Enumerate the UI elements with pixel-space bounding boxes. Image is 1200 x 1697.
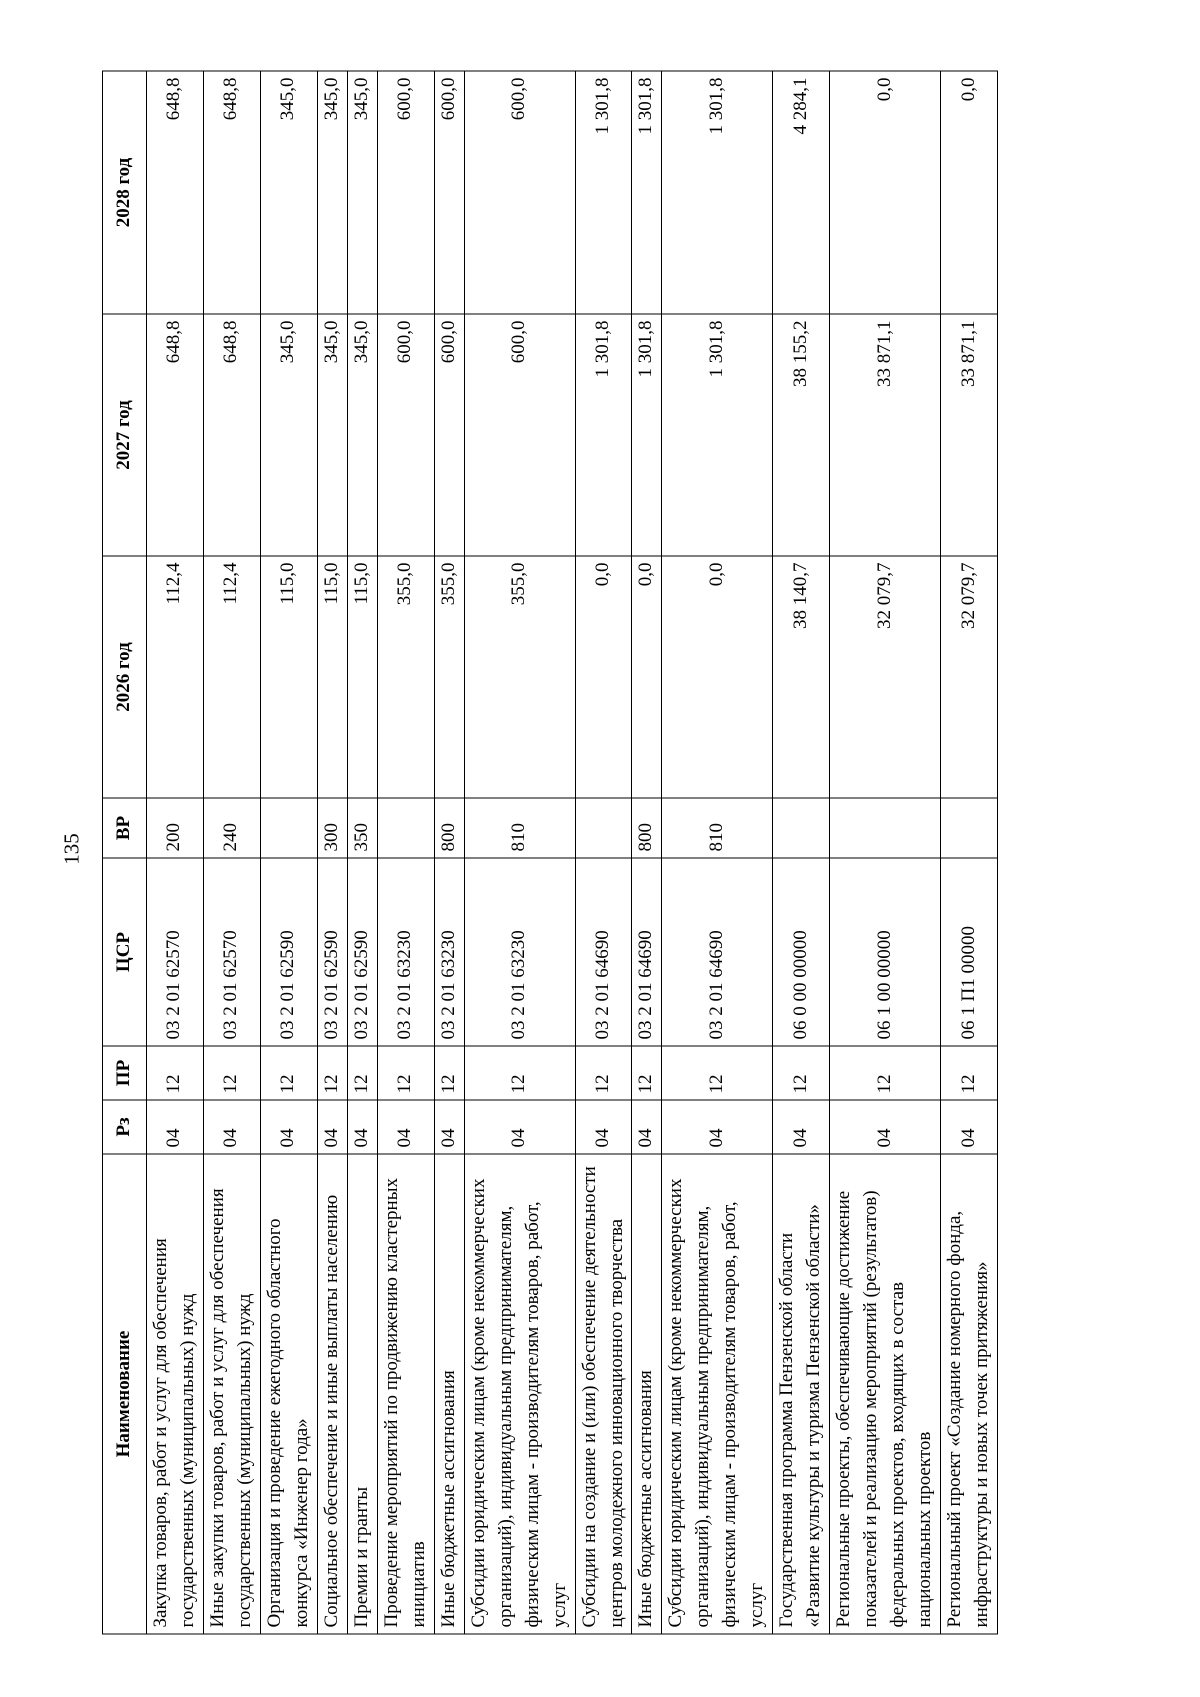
cell-vr: 810 <box>662 798 773 858</box>
cell-vr: 800 <box>632 798 662 858</box>
cell-vr: 800 <box>434 798 464 858</box>
cell-2028: 648,8 <box>203 71 260 314</box>
cell-vr <box>773 798 830 858</box>
cell-pr: 12 <box>147 1046 204 1100</box>
table-row <box>575 71 632 1634</box>
cell-2027: 600,0 <box>377 314 434 556</box>
table-row <box>347 71 377 1634</box>
cell-name: Социальное обеспечение и иные выплаты населению <box>317 1154 347 1634</box>
cell-2026: 355,0 <box>434 556 464 798</box>
cell-2027: 1 301,8 <box>662 314 773 556</box>
cell-pr: 12 <box>347 1046 377 1100</box>
budget-table <box>102 71 998 1635</box>
cell-name: Субсидии юридическим лицам (кроме некоммерческих организаций), индивидуальным предпринимателям, физическим лицам - производителям товаров, работ, услуг <box>464 1154 575 1634</box>
header-rz: Рз <box>103 1100 147 1154</box>
cell-pr: 12 <box>662 1046 773 1100</box>
cell-2026: 355,0 <box>464 556 575 798</box>
cell-rz: 04 <box>773 1100 830 1154</box>
cell-csr: 06 1 00 00000 <box>830 858 941 1046</box>
table-row <box>773 71 830 1634</box>
cell-pr: 12 <box>434 1046 464 1100</box>
table-row <box>147 71 204 1634</box>
cell-pr: 12 <box>203 1046 260 1100</box>
cell-2028: 600,0 <box>464 71 575 314</box>
header-pr: ПР <box>103 1046 147 1100</box>
table-row <box>260 71 317 1634</box>
cell-2028: 345,0 <box>347 71 377 314</box>
cell-csr: 06 0 00 00000 <box>773 858 830 1046</box>
cell-vr <box>377 798 434 858</box>
cell-2028: 600,0 <box>377 71 434 314</box>
budget-table-container <box>102 72 992 1635</box>
cell-vr: 350 <box>347 798 377 858</box>
cell-2028: 345,0 <box>260 71 317 314</box>
page-number: 135 <box>59 833 84 865</box>
cell-2027: 345,0 <box>347 314 377 556</box>
cell-name: Региональный проект «Создание номерного фонда, инфраструктуры и новых точек притяжения» <box>941 1154 998 1634</box>
cell-2027: 600,0 <box>464 314 575 556</box>
table-row <box>941 71 998 1634</box>
cell-pr: 12 <box>260 1046 317 1100</box>
cell-2027: 600,0 <box>434 314 464 556</box>
cell-rz: 04 <box>575 1100 632 1154</box>
cell-2027: 38 155,2 <box>773 314 830 556</box>
cell-csr: 03 2 01 62570 <box>147 858 204 1046</box>
cell-name: Проведение мероприятий по продвижению кластерных инициатив <box>377 1154 434 1634</box>
cell-2027: 33 871,1 <box>830 314 941 556</box>
cell-2028: 4 284,1 <box>773 71 830 314</box>
cell-2027: 345,0 <box>317 314 347 556</box>
cell-2026: 115,0 <box>347 556 377 798</box>
cell-vr: 300 <box>317 798 347 858</box>
cell-2026: 32 079,7 <box>830 556 941 798</box>
cell-csr: 06 1 П1 00000 <box>941 858 998 1046</box>
table-row <box>377 71 434 1634</box>
cell-name: Иные закупки товаров, работ и услуг для обеспечения государственных (муниципальных) нужд <box>203 1154 260 1634</box>
cell-vr: 810 <box>464 798 575 858</box>
cell-name: Закупка товаров, работ и услуг для обеспечения государственных (муниципальных) нужд <box>147 1154 204 1634</box>
cell-vr: 240 <box>203 798 260 858</box>
cell-csr: 03 2 01 62570 <box>203 858 260 1046</box>
cell-2028: 345,0 <box>317 71 347 314</box>
cell-rz: 04 <box>830 1100 941 1154</box>
cell-rz: 04 <box>662 1100 773 1154</box>
cell-2028: 600,0 <box>434 71 464 314</box>
cell-csr: 03 2 01 64690 <box>662 858 773 1046</box>
cell-rz: 04 <box>203 1100 260 1154</box>
cell-name: Иные бюджетные ассигнования <box>434 1154 464 1634</box>
cell-2028: 1 301,8 <box>575 71 632 314</box>
cell-rz: 04 <box>347 1100 377 1154</box>
cell-pr: 12 <box>773 1046 830 1100</box>
cell-2026: 32 079,7 <box>941 556 998 798</box>
cell-csr: 03 2 01 62590 <box>317 858 347 1046</box>
cell-pr: 12 <box>377 1046 434 1100</box>
table-row <box>203 71 260 1634</box>
cell-pr: 12 <box>941 1046 998 1100</box>
table-row <box>632 71 662 1634</box>
cell-rz: 04 <box>632 1100 662 1154</box>
cell-pr: 12 <box>317 1046 347 1100</box>
cell-rz: 04 <box>377 1100 434 1154</box>
cell-name: Премии и гранты <box>347 1154 377 1634</box>
cell-2027: 345,0 <box>260 314 317 556</box>
table-row <box>317 71 347 1634</box>
cell-rz: 04 <box>434 1100 464 1154</box>
cell-csr: 03 2 01 64690 <box>632 858 662 1046</box>
header-2028: 2028 год <box>103 71 147 314</box>
cell-2026: 38 140,7 <box>773 556 830 798</box>
cell-pr: 12 <box>464 1046 575 1100</box>
header-vr: ВР <box>103 798 147 858</box>
cell-2027: 33 871,1 <box>941 314 998 556</box>
cell-2026: 0,0 <box>575 556 632 798</box>
cell-2026: 0,0 <box>662 556 773 798</box>
cell-csr: 03 2 01 63230 <box>464 858 575 1046</box>
cell-csr: 03 2 01 64690 <box>575 858 632 1046</box>
cell-rz: 04 <box>147 1100 204 1154</box>
cell-name: Субсидии на создание и (или) обеспечение деятельности центров молодежного инновационного творчества <box>575 1154 632 1634</box>
cell-2026: 112,4 <box>147 556 204 798</box>
header-csr: ЦСР <box>103 858 147 1046</box>
cell-rz: 04 <box>941 1100 998 1154</box>
cell-csr: 03 2 01 63230 <box>434 858 464 1046</box>
cell-2028: 648,8 <box>147 71 204 314</box>
cell-csr: 03 2 01 63230 <box>377 858 434 1046</box>
cell-pr: 12 <box>632 1046 662 1100</box>
header-2026: 2026 год <box>103 556 147 798</box>
cell-2026: 355,0 <box>377 556 434 798</box>
cell-2028: 1 301,8 <box>662 71 773 314</box>
cell-rz: 04 <box>317 1100 347 1154</box>
table-row <box>662 71 773 1634</box>
cell-vr <box>575 798 632 858</box>
cell-pr: 12 <box>575 1046 632 1100</box>
cell-2027: 648,8 <box>203 314 260 556</box>
header-2027: 2027 год <box>103 314 147 556</box>
header-name: Наименование <box>103 1154 147 1634</box>
table-row <box>830 71 941 1634</box>
cell-name: Организация и проведение ежегодного областного конкурса «Инженер года» <box>260 1154 317 1634</box>
cell-2026: 112,4 <box>203 556 260 798</box>
cell-2028: 0,0 <box>830 71 941 314</box>
cell-2026: 0,0 <box>632 556 662 798</box>
cell-2027: 1 301,8 <box>575 314 632 556</box>
cell-csr: 03 2 01 62590 <box>260 858 317 1046</box>
table-row <box>464 71 575 1634</box>
cell-2027: 648,8 <box>147 314 204 556</box>
cell-2028: 1 301,8 <box>632 71 662 314</box>
cell-2028: 0,0 <box>941 71 998 314</box>
cell-name: Государственная программа Пензенской области «Развитие культуры и туризма Пензенской области» <box>773 1154 830 1634</box>
cell-vr <box>830 798 941 858</box>
table-header-row <box>103 71 147 1634</box>
cell-vr: 200 <box>147 798 204 858</box>
cell-pr: 12 <box>830 1046 941 1100</box>
cell-2026: 115,0 <box>260 556 317 798</box>
cell-2026: 115,0 <box>317 556 347 798</box>
cell-name: Субсидии юридическим лицам (кроме некоммерческих организаций), индивидуальным предпринимателям, физическим лицам - производителям товаров, работ, услуг <box>662 1154 773 1634</box>
cell-name: Иные бюджетные ассигнования <box>632 1154 662 1634</box>
cell-rz: 04 <box>464 1100 575 1154</box>
table-row <box>434 71 464 1634</box>
cell-vr <box>941 798 998 858</box>
cell-2027: 1 301,8 <box>632 314 662 556</box>
cell-name: Региональные проекты, обеспечивающие достижение показателей и реализацию мероприятий (результатов) федеральных проектов, входящих в состав национальных проектов <box>830 1154 941 1634</box>
cell-csr: 03 2 01 62590 <box>347 858 377 1046</box>
cell-vr <box>260 798 317 858</box>
cell-rz: 04 <box>260 1100 317 1154</box>
